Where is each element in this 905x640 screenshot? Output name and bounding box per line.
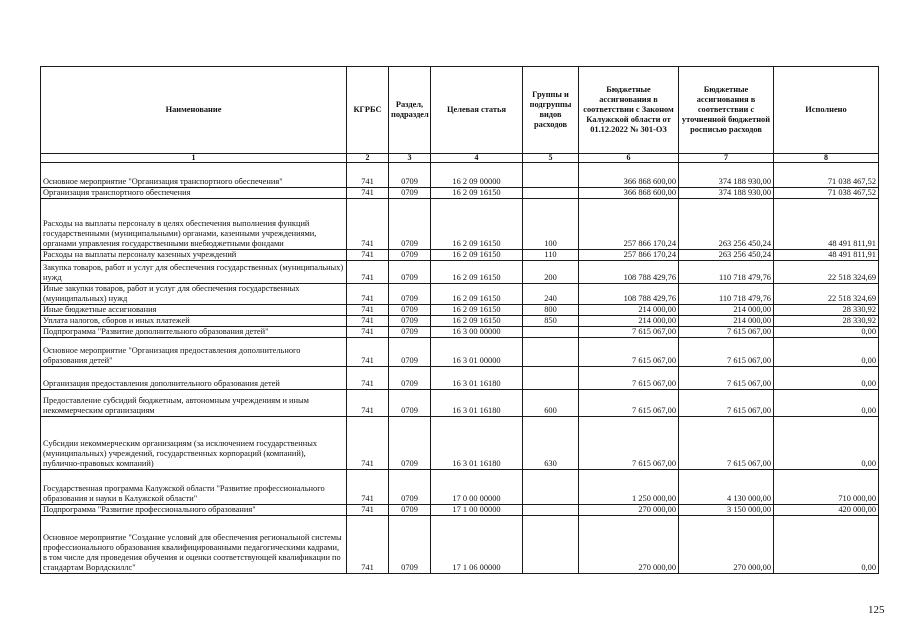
- cell-section: 0709: [389, 390, 431, 417]
- cell-law: 7 615 067,00: [579, 367, 679, 390]
- column-number: 6: [579, 154, 679, 163]
- cell-group: [523, 327, 579, 338]
- table-row: [41, 417, 879, 470]
- cell-target: 17 0 00 00000: [431, 470, 523, 505]
- cell-law: 1 250 000,00: [579, 470, 679, 505]
- cell-group: 100: [523, 199, 579, 250]
- cell-refined: 3 150 000,00: [679, 505, 774, 516]
- cell-group: [523, 338, 579, 367]
- cell-executed: 0,00: [774, 417, 879, 470]
- cell-executed: 22 518 324,69: [774, 284, 879, 305]
- column-number: 1: [41, 154, 347, 163]
- cell-group: 800: [523, 305, 579, 316]
- cell-law: 108 788 429,76: [579, 284, 679, 305]
- cell-name: Основное мероприятие "Организация транспортного обеспечения": [41, 163, 347, 188]
- cell-law: 7 615 067,00: [579, 338, 679, 367]
- cell-executed: 48 491 811,91: [774, 250, 879, 261]
- cell-name: Подпрограмма "Развитие дополнительного образования детей": [41, 327, 347, 338]
- cell-target: 16 2 09 16150: [431, 261, 523, 284]
- cell-target: 16 3 01 16180: [431, 367, 523, 390]
- cell-executed: 71 038 467,52: [774, 188, 879, 199]
- cell-kgrbs: 741: [347, 390, 389, 417]
- budget-table: [40, 66, 879, 574]
- cell-refined: 7 615 067,00: [679, 338, 774, 367]
- cell-target: 16 2 09 16150: [431, 305, 523, 316]
- cell-kgrbs: 741: [347, 199, 389, 250]
- cell-kgrbs: 741: [347, 516, 389, 574]
- cell-name: Расходы на выплаты персоналу в целях обеспечения выполнения функций государственными (муниципальными) органами, казенными учреждениями, органами управления государственными внебюджетными фондами: [41, 199, 347, 250]
- cell-section: 0709: [389, 305, 431, 316]
- cell-name: Иные бюджетные ассигнования: [41, 305, 347, 316]
- table-row: [41, 188, 879, 199]
- header-executed: Исполнено: [774, 67, 879, 154]
- cell-section: 0709: [389, 199, 431, 250]
- table-row: [41, 199, 879, 250]
- cell-refined: 110 718 479,76: [679, 284, 774, 305]
- cell-group: [523, 367, 579, 390]
- cell-target: 16 2 09 16150: [431, 188, 523, 199]
- cell-group: [523, 470, 579, 505]
- cell-kgrbs: 741: [347, 163, 389, 188]
- cell-law: 270 000,00: [579, 516, 679, 574]
- table-row: [41, 516, 879, 574]
- cell-group: 630: [523, 417, 579, 470]
- cell-kgrbs: 741: [347, 284, 389, 305]
- cell-kgrbs: 741: [347, 417, 389, 470]
- cell-section: 0709: [389, 516, 431, 574]
- column-number: 3: [389, 154, 431, 163]
- table-row: [41, 470, 879, 505]
- cell-section: 0709: [389, 470, 431, 505]
- cell-kgrbs: 741: [347, 316, 389, 327]
- cell-target: 17 1 06 00000: [431, 516, 523, 574]
- cell-name: Расходы на выплаты персоналу казенных учреждений: [41, 250, 347, 261]
- cell-name: Организация предоставления дополнительного образования детей: [41, 367, 347, 390]
- cell-refined: 4 130 000,00: [679, 470, 774, 505]
- table-row: [41, 284, 879, 305]
- cell-refined: 7 615 067,00: [679, 390, 774, 417]
- cell-section: 0709: [389, 163, 431, 188]
- cell-kgrbs: 741: [347, 327, 389, 338]
- cell-group: 200: [523, 261, 579, 284]
- cell-executed: 48 491 811,91: [774, 199, 879, 250]
- cell-name: Субсидии некоммерческим организациям (за исключением государственных (муниципальных) учреждений, государственных корпораций (компаний), публично-правовых компаний): [41, 417, 347, 470]
- cell-name: Подпрограмма "Развитие профессионального образования": [41, 505, 347, 516]
- cell-target: 16 3 01 00000: [431, 338, 523, 367]
- cell-target: 16 3 00 00000: [431, 327, 523, 338]
- column-number: 4: [431, 154, 523, 163]
- cell-executed: 420 000,00: [774, 505, 879, 516]
- column-number: 8: [774, 154, 879, 163]
- cell-target: 16 2 09 16150: [431, 250, 523, 261]
- cell-name: Предоставление субсидий бюджетным, автономным учреждениям и иным некоммерческим организациям: [41, 390, 347, 417]
- cell-executed: 0,00: [774, 327, 879, 338]
- cell-refined: 214 000,00: [679, 316, 774, 327]
- cell-section: 0709: [389, 188, 431, 199]
- cell-target: 17 1 00 00000: [431, 505, 523, 516]
- page-number: 125: [868, 604, 885, 616]
- cell-kgrbs: 741: [347, 367, 389, 390]
- cell-target: 16 2 09 16150: [431, 316, 523, 327]
- cell-executed: 0,00: [774, 390, 879, 417]
- cell-group: [523, 505, 579, 516]
- cell-law: 108 788 429,76: [579, 261, 679, 284]
- cell-section: 0709: [389, 261, 431, 284]
- cell-law: 270 000,00: [579, 505, 679, 516]
- table-row: [41, 505, 879, 516]
- cell-name: Основное мероприятие "Организация предоставления дополнительного образования детей": [41, 338, 347, 367]
- cell-target: 16 2 09 16150: [431, 199, 523, 250]
- header-law: Бюджетные ассигнования в соответствии с Законом Калужской области от 01.12.2022 № 301-ОЗ: [579, 67, 679, 154]
- header-target: Целевая статья: [431, 67, 523, 154]
- cell-executed: 710 000,00: [774, 470, 879, 505]
- cell-kgrbs: 741: [347, 338, 389, 367]
- cell-law: 214 000,00: [579, 316, 679, 327]
- cell-kgrbs: 741: [347, 305, 389, 316]
- cell-kgrbs: 741: [347, 261, 389, 284]
- cell-group: [523, 188, 579, 199]
- cell-section: 0709: [389, 316, 431, 327]
- table-row: [41, 305, 879, 316]
- table-row: [41, 163, 879, 188]
- cell-refined: 263 256 450,24: [679, 250, 774, 261]
- table-row: [41, 338, 879, 367]
- cell-executed: 28 330,92: [774, 305, 879, 316]
- cell-section: 0709: [389, 367, 431, 390]
- cell-name: Основное мероприятие "Создание условий для обеспечения региональной системы профессионального образования квалифицированными педагогическими кадрами, в том числе для проведения обучения и оценки соответствующей квалификации по стандартам Ворлдскиллс": [41, 516, 347, 574]
- table-row: [41, 367, 879, 390]
- cell-target: 16 3 01 16180: [431, 417, 523, 470]
- cell-name: Уплата налогов, сборов и иных платежей: [41, 316, 347, 327]
- cell-section: 0709: [389, 417, 431, 470]
- cell-refined: 7 615 067,00: [679, 417, 774, 470]
- cell-law: 214 000,00: [579, 305, 679, 316]
- cell-section: 0709: [389, 505, 431, 516]
- cell-section: 0709: [389, 338, 431, 367]
- table-row: [41, 261, 879, 284]
- cell-refined: 7 615 067,00: [679, 327, 774, 338]
- cell-group: 600: [523, 390, 579, 417]
- cell-law: 366 868 600,00: [579, 188, 679, 199]
- cell-law: 257 866 170,24: [579, 250, 679, 261]
- cell-kgrbs: 741: [347, 505, 389, 516]
- table-row: [41, 327, 879, 338]
- header-kgrbs: КГРБС: [347, 67, 389, 154]
- cell-executed: 71 038 467,52: [774, 163, 879, 188]
- cell-executed: 0,00: [774, 367, 879, 390]
- header-row: [41, 67, 879, 154]
- cell-executed: 22 518 324,69: [774, 261, 879, 284]
- cell-refined: 263 256 450,24: [679, 199, 774, 250]
- cell-group: 850: [523, 316, 579, 327]
- cell-section: 0709: [389, 284, 431, 305]
- cell-name: Закупка товаров, работ и услуг для обеспечения государственных (муниципальных) нужд: [41, 261, 347, 284]
- cell-group: [523, 163, 579, 188]
- cell-executed: 28 330,92: [774, 316, 879, 327]
- cell-target: 16 2 09 16150: [431, 284, 523, 305]
- cell-name: Государственная программа Калужской области "Развитие профессионального образования и науки в Калужской области": [41, 470, 347, 505]
- header-section: Раздел, подраздел: [389, 67, 431, 154]
- cell-name: Организация транспортного обеспечения: [41, 188, 347, 199]
- table-row: [41, 390, 879, 417]
- column-number: 7: [679, 154, 774, 163]
- cell-executed: 0,00: [774, 516, 879, 574]
- cell-law: 7 615 067,00: [579, 390, 679, 417]
- header-refined: Бюджетные ассигнования в соответствии с уточненной бюджетной росписью расходов: [679, 67, 774, 154]
- cell-refined: 7 615 067,00: [679, 367, 774, 390]
- cell-kgrbs: 741: [347, 470, 389, 505]
- cell-section: 0709: [389, 327, 431, 338]
- column-number-row: [41, 154, 879, 163]
- header-name: Наименование: [41, 67, 347, 154]
- cell-refined: 374 188 930,00: [679, 163, 774, 188]
- column-number: 2: [347, 154, 389, 163]
- cell-kgrbs: 741: [347, 250, 389, 261]
- cell-refined: 270 000,00: [679, 516, 774, 574]
- table-row: [41, 316, 879, 327]
- cell-target: 16 2 09 00000: [431, 163, 523, 188]
- cell-group: [523, 516, 579, 574]
- header-group: Группы и подгруппы видов расходов: [523, 67, 579, 154]
- cell-law: 7 615 067,00: [579, 417, 679, 470]
- cell-refined: 214 000,00: [679, 305, 774, 316]
- cell-target: 16 3 01 16180: [431, 390, 523, 417]
- cell-law: 366 868 600,00: [579, 163, 679, 188]
- cell-executed: 0,00: [774, 338, 879, 367]
- cell-law: 257 866 170,24: [579, 199, 679, 250]
- cell-group: 240: [523, 284, 579, 305]
- cell-section: 0709: [389, 250, 431, 261]
- cell-refined: 110 718 479,76: [679, 261, 774, 284]
- cell-name: Иные закупки товаров, работ и услуг для обеспечения государственных (муниципальных) нужд: [41, 284, 347, 305]
- cell-kgrbs: 741: [347, 188, 389, 199]
- cell-group: 110: [523, 250, 579, 261]
- table-row: [41, 250, 879, 261]
- cell-refined: 374 188 930,00: [679, 188, 774, 199]
- table-body: [41, 163, 879, 574]
- column-number: 5: [523, 154, 579, 163]
- cell-law: 7 615 067,00: [579, 327, 679, 338]
